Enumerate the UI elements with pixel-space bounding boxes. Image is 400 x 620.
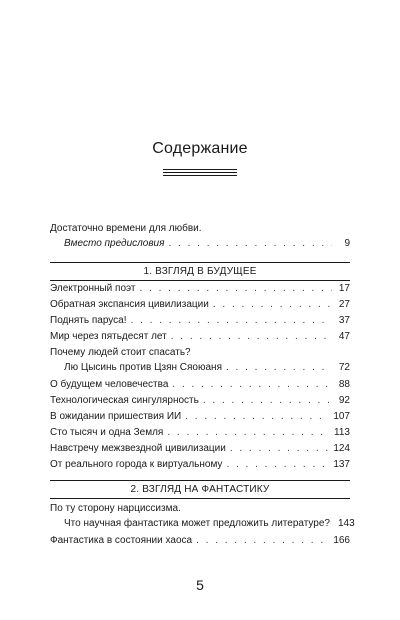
toc-entry-title: Технологическая сингулярность (50, 395, 199, 406)
toc-page-number: 37 (338, 315, 350, 326)
toc-page-number: 88 (338, 379, 350, 390)
leader-dots (139, 282, 332, 295)
toc-page-number: 107 (333, 411, 350, 422)
leader-dots (226, 361, 332, 374)
leader-dots (213, 298, 332, 311)
toc-entry-preface[interactable] (64, 237, 350, 250)
toc-entry-title: Лю Цысинь против Цзян Сяоюаня (64, 362, 222, 373)
leader-dots (171, 330, 332, 343)
section-rule-top (50, 480, 350, 481)
leader-dots (131, 314, 332, 327)
section-rule-top (50, 262, 350, 263)
toc-page-number: 27 (338, 299, 350, 310)
leader-dots (172, 378, 332, 391)
toc-page-number: 72 (338, 362, 350, 373)
toc-entry[interactable] (50, 282, 350, 295)
section-heading-1: 1. ВЗГЛЯД В БУДУЩЕЕ (143, 266, 257, 277)
toc-entry-title: От реального города к виртуальному (50, 459, 223, 470)
toc-entry[interactable] (50, 298, 350, 311)
toc-entry-preface-line1: Достаточно времени для любви. (50, 223, 202, 234)
toc-page-number: 9 (344, 238, 350, 249)
toc-entry[interactable] (50, 534, 350, 547)
toc-entry[interactable] (50, 442, 350, 455)
toc-page-number: 17 (338, 283, 350, 294)
toc-entry-why-line1: Почему людей стоит спасать? (50, 347, 191, 358)
leader-dots (185, 410, 329, 423)
title-ornament (163, 169, 237, 179)
toc-entry-narcissism[interactable] (64, 517, 355, 530)
toc-entry-title: В ожидании пришествия ИИ (50, 411, 182, 422)
toc-entry-title: Обратная экспансия цивилизации (50, 299, 209, 310)
toc-entry[interactable] (50, 426, 350, 439)
toc-entry-title: Сто тысяч и одна Земля (50, 427, 164, 438)
toc-entry-title: Вместо предисловия (64, 238, 165, 249)
toc-entry-narcissism-line1: По ту сторону нарциссизма. (50, 503, 181, 514)
section-rule-bottom (50, 498, 350, 499)
toc-page-number: 47 (338, 331, 350, 342)
leader-dots (226, 458, 329, 471)
toc-entry-title: Электронный поэт (50, 283, 136, 294)
toc-entry-why[interactable] (64, 361, 350, 374)
leader-dots (168, 237, 332, 250)
toc-entry[interactable] (50, 410, 350, 423)
toc-page-number: 113 (334, 427, 350, 438)
toc-entry-title: Что научная фантастика может предложить литературе? (64, 518, 330, 529)
toc-entry-title: Фантастика в состоянии хаоса (50, 535, 193, 546)
toc-entry[interactable] (50, 378, 350, 391)
section-rule-bottom (50, 280, 350, 281)
section-heading-2: 2. ВЗГЛЯД НА ФАНТАСТИКУ (130, 484, 270, 495)
leader-dots (203, 394, 332, 407)
toc-entry[interactable] (50, 314, 350, 327)
leader-dots (196, 534, 329, 547)
toc-entry-title: Поднять паруса! (50, 315, 127, 326)
leader-dots (167, 426, 330, 439)
toc-entry[interactable] (50, 330, 350, 343)
leader-dots (230, 442, 330, 455)
toc-page-number: 124 (333, 443, 350, 454)
toc-page-number: 166 (333, 535, 350, 546)
toc-entry-title: О будущем человечества (50, 379, 169, 390)
toc-entry-title: Мир через пятьдесят лет (50, 331, 167, 342)
page-title: Содержание (152, 140, 248, 157)
toc-page-number: 143 (338, 518, 355, 529)
toc-entry[interactable] (50, 394, 350, 407)
toc-entry[interactable] (50, 458, 350, 471)
page-number: 5 (196, 577, 204, 593)
toc-page-number: 137 (333, 459, 350, 470)
toc-page-number: 92 (338, 395, 350, 406)
toc-entry-title: Навстречу межзвездной цивилизации (50, 443, 226, 454)
